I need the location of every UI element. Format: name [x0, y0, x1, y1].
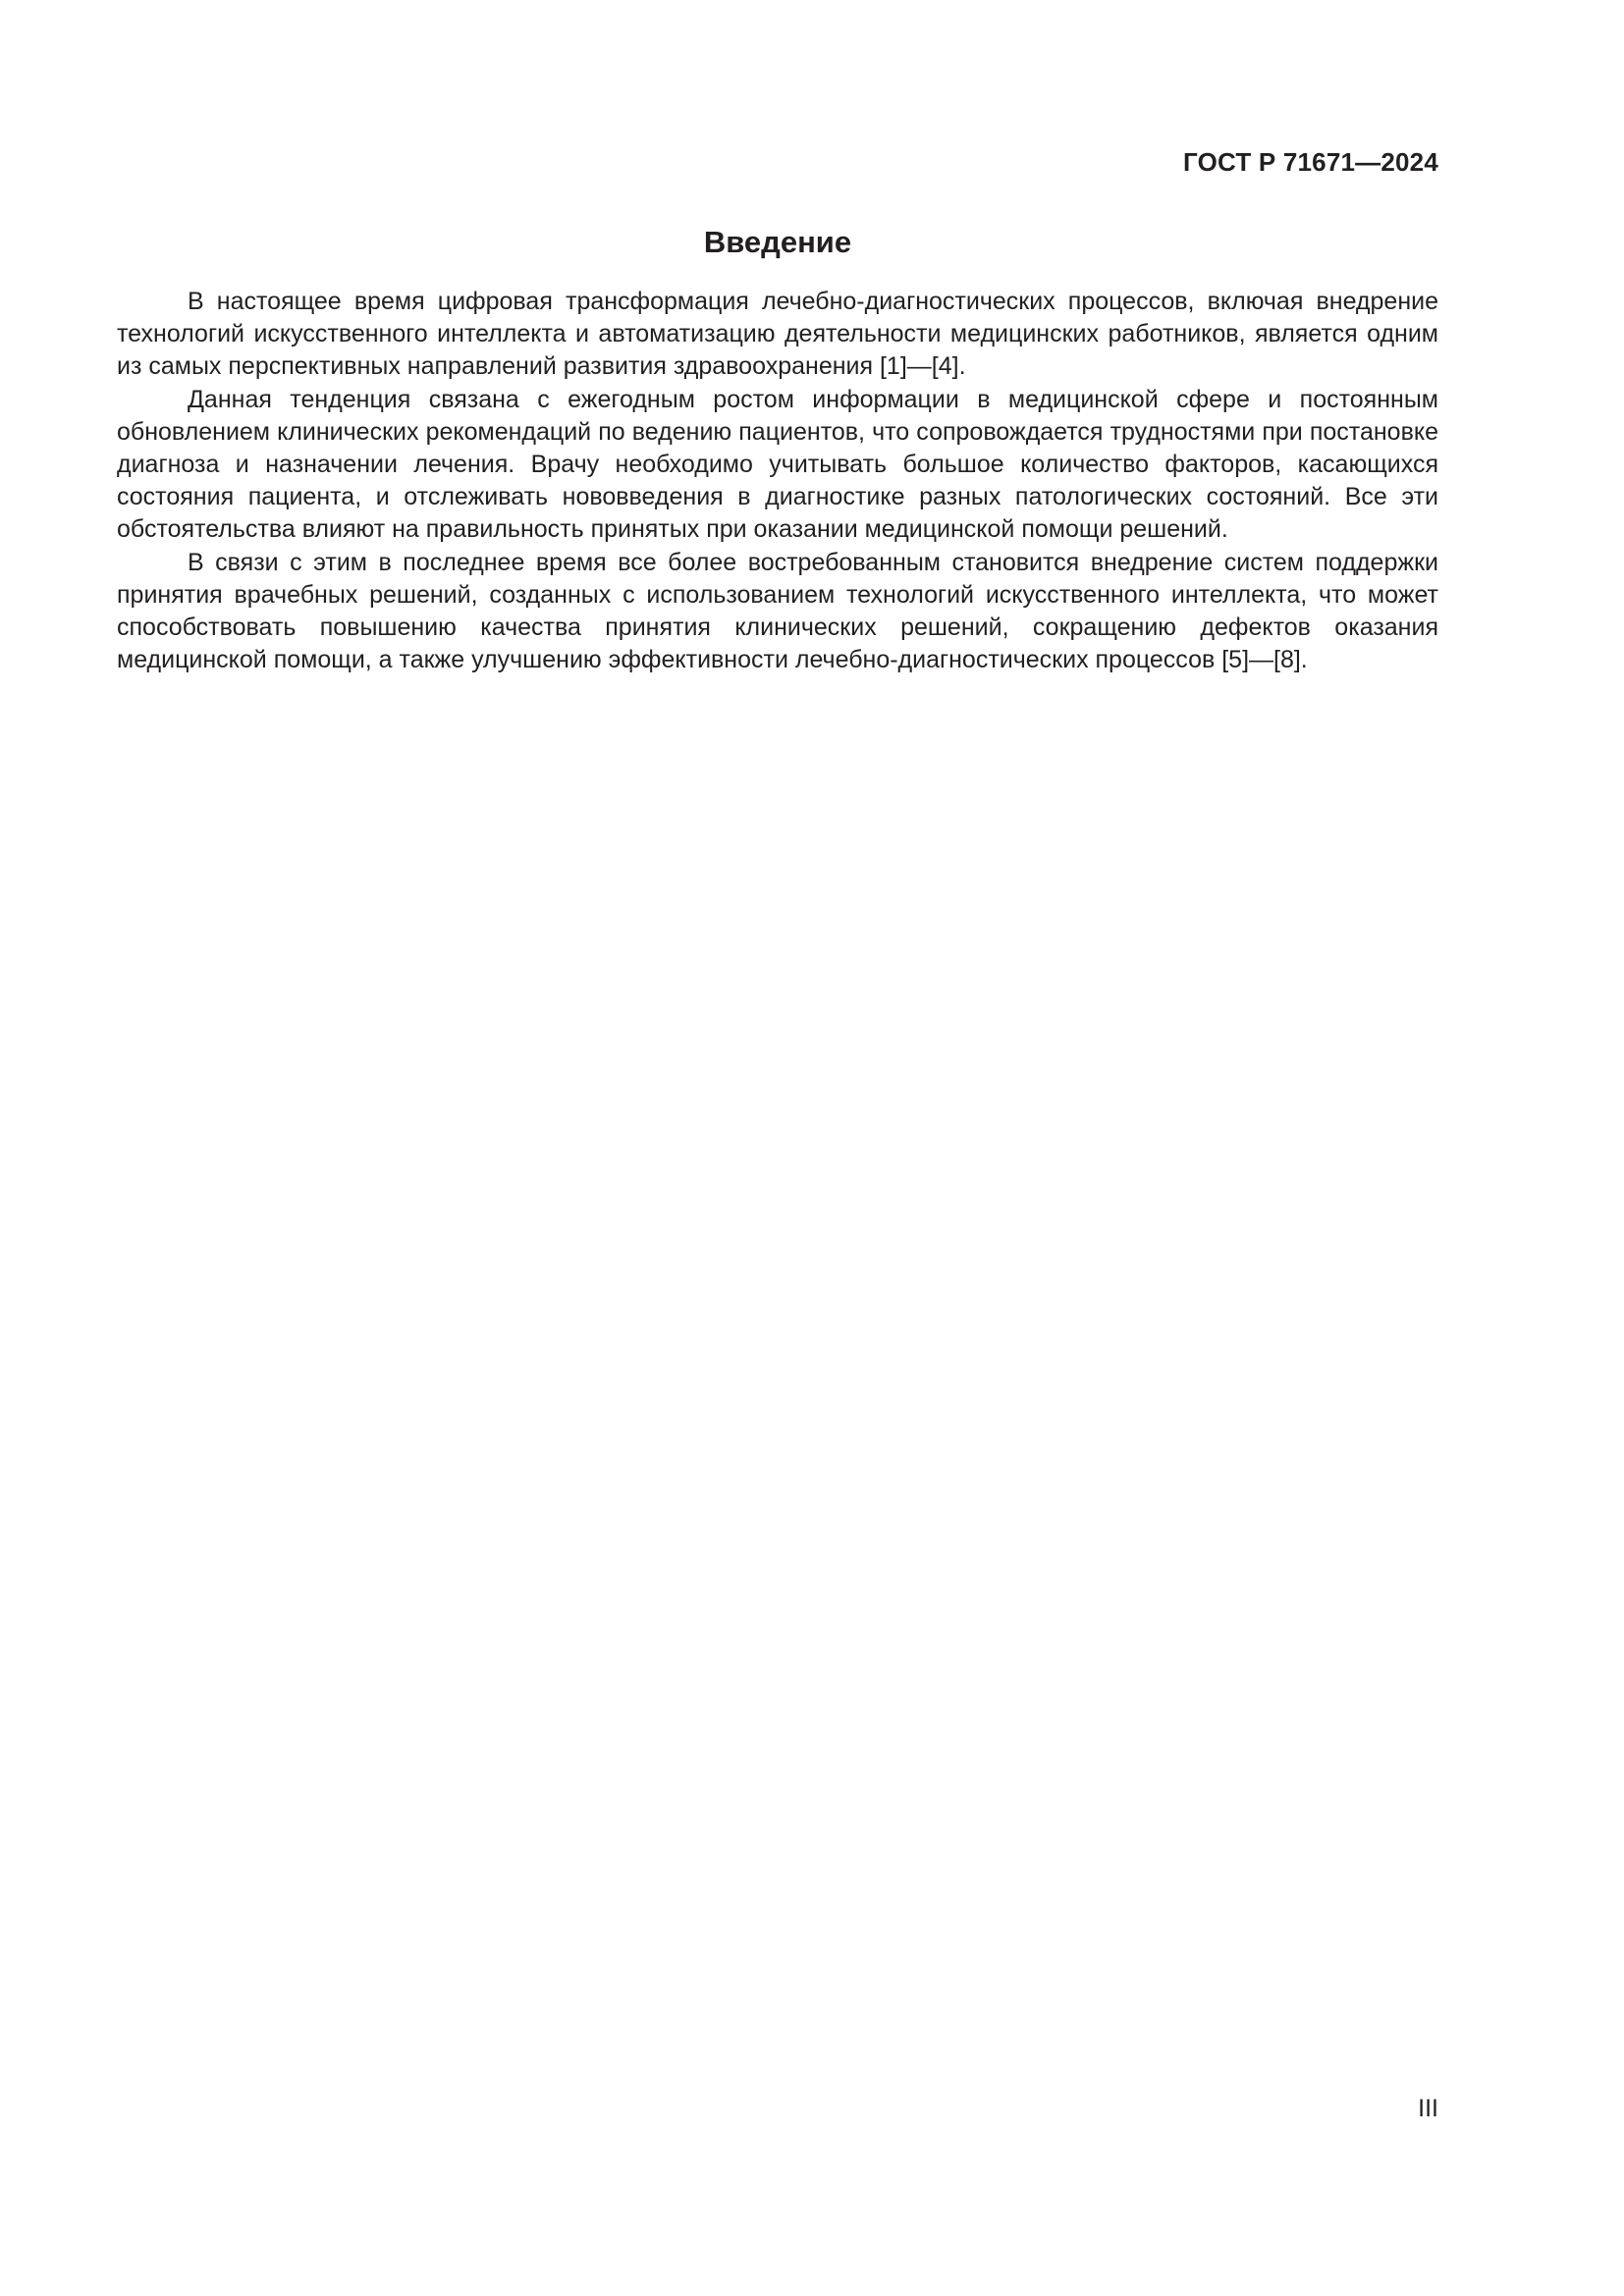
- paragraph: В настоящее время цифровая трансформация лечебно-диагностических процессов, включая внедрение технологий искусственного интеллекта и автоматизацию деятельности медицинских работников, является одним из самых перспективных направлений развития здравоохранения [1]—[4].: [117, 288, 1438, 381]
- paragraph: Данная тенденция связана с ежегодным ростом информации в медицинской сфере и постоянным обновлением клинических рекомендаций по ведению пациентов, что сопровождается трудностями при постановке диагноза и назначении лечения. Врачу необходимо учитывать большое количество факторов, касающихся состояния пациента, и отслеживать нововведения в диагностике разных патологических состояний. Все эти обстоятельства влияют на правильность принятых при оказании медицинской помощи решений.: [117, 385, 1438, 544]
- page-number: III: [1418, 2095, 1438, 2122]
- section-title: Введение: [703, 225, 852, 259]
- document-designation: ГОСТ Р 71671—2024: [1183, 147, 1438, 177]
- introduction-body: [117, 286, 1438, 676]
- paragraph: В связи с этим в последнее время все более востребованным становится внедрение систем поддержки принятия врачебных решений, созданных с использованием технологий искусственного интеллекта, что может способствовать повышению качества принятия клинических решений, сокращению дефектов оказания медицинской помощи, а также улучшению эффективности лечебно-диагностических процессов [5]—[8].: [117, 548, 1438, 674]
